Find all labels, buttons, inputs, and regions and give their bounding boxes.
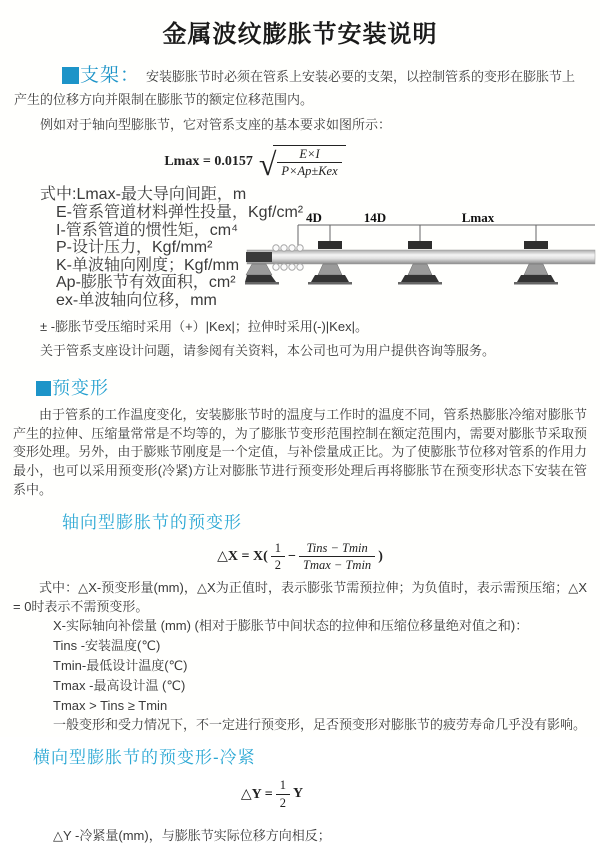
blue-square-bullet-icon bbox=[36, 381, 51, 396]
formula-dx-temp-fraction bbox=[299, 541, 375, 573]
formula-delta-x bbox=[214, 541, 386, 573]
axial-subheading: 轴向型膨胀节的预变形 bbox=[62, 512, 242, 532]
page-title: 金属波纹膨胀节安装说明 bbox=[162, 21, 438, 48]
formula-lmax-lhs: Lmax = 0.0157 bbox=[164, 153, 253, 169]
axial-note: Tins -安装温度(℃) bbox=[53, 638, 161, 654]
support-example-text: 例如对于轴向型膨胀节，它对管系支座的基本要求如图所示： bbox=[40, 116, 392, 132]
formula-dx-half bbox=[271, 541, 285, 573]
axial-note: X-实际轴向补偿量 (mm) (相对于膨胀节中间状态的拉伸和压缩位移量绝对值之和)： bbox=[53, 618, 529, 634]
kex-sign-note: ± -膨胀节受压缩时采用（+）|Kex|；拉伸时采用(-)|Kex|。 bbox=[40, 319, 368, 335]
support-section-intro bbox=[14, 61, 588, 111]
service-note: 关于管系支座设计问题，请参阅有关资料，本公司也可为用户提供咨询等服务。 bbox=[40, 342, 496, 358]
formula-dx-lhs: △X = X( bbox=[217, 549, 268, 565]
formula-dy-lhs: △Y = bbox=[240, 786, 273, 802]
pipe bbox=[247, 250, 595, 264]
axial-note: Tmin-最低设计温度(℃) bbox=[53, 658, 188, 674]
half-numerator: 1 bbox=[276, 778, 290, 794]
definition-line: K-单波轴向刚度；Kgf/mm bbox=[56, 256, 240, 274]
definition-line: P-设计压力，Kgf/mm² bbox=[56, 239, 213, 257]
definition-line: I-管系管道的惯性矩，cm⁴ bbox=[56, 221, 238, 239]
formula-dy-rhs: Y bbox=[292, 786, 304, 802]
definition-line: Ap-膨胀节有效面积，cm² bbox=[56, 274, 236, 292]
axial-note: Tmax > Tins ≥ Tmin bbox=[53, 697, 168, 713]
half-denominator: 2 bbox=[279, 795, 286, 810]
half-denominator: 2 bbox=[274, 558, 282, 573]
definition-line: E-管系管道材料弹性投量，Kgf/cm² bbox=[56, 204, 304, 222]
half-numerator: 1 bbox=[271, 541, 285, 557]
pipe-support-diagram bbox=[245, 212, 597, 308]
dim-label-lmax: Lmax bbox=[461, 212, 495, 226]
sqrt-radicand bbox=[273, 145, 345, 179]
sqrt-radical-icon: √ bbox=[258, 146, 277, 183]
predeform-body-text: 由于管系的工作温度变化，安装膨胀节时的温度与工作时的温度不同，管系热膨胀冷缩对膨胀节产生的拉伸、压缩量常常是不均等的，为了膨胀节变形范围控制在额定范围内，需要对膨胀节采取预变形处理。另外，由于膨账节刚度是一个定值，与补偿量成正比。为了使膨胀节位移对管系的作用力最小，也可以采用预变形(冷紧)方让对膨胀节进行预变形处理后再将膨胀节在预变形状态下安装在管系中。 bbox=[13, 406, 587, 497]
lateral-subheading: 横向型膨胀节的预变形-冷紧 bbox=[33, 748, 256, 768]
predeform-section-heading bbox=[36, 374, 600, 400]
definition-line: 式中:Lmax-最大导向间距，m bbox=[40, 186, 247, 204]
formula-lmax-fraction bbox=[277, 147, 341, 179]
dim-label-14d: 14D bbox=[363, 212, 387, 226]
formula-lmax-denominator: P×Ap±Kex bbox=[281, 164, 338, 179]
temp-numerator: Tins − Tmin bbox=[299, 541, 375, 557]
formula-delta-y bbox=[238, 778, 306, 810]
axial-closing-text: 一般变形和受力情况下，不一定进行预变形，足否预变形对膨胀节的疲劳寿命几乎没有影响。 bbox=[53, 717, 587, 733]
minus-operator: − bbox=[288, 548, 297, 564]
temp-denominator: Tmax − Tmin bbox=[303, 558, 372, 573]
predeform-heading-text: 预变形 bbox=[52, 377, 109, 398]
axial-note: Tmax -最高设计温 (℃) bbox=[53, 677, 186, 693]
formula-dy-half bbox=[276, 778, 290, 810]
lateral-note: △Y -冷紧量(mm)，与膨胀节实际位移方向相反； bbox=[53, 828, 331, 844]
axial-explain-text: 式中：△X-预变形量(mm)，△X为正值时，表示膨张节需预拉伸；为负值时，表示需预压缩；△X = 0时表示不需预变形。 bbox=[13, 580, 587, 615]
formula-lmax-numerator: E×I bbox=[277, 147, 341, 163]
definitions-and-diagram bbox=[40, 186, 600, 314]
support-heading: 支架： bbox=[80, 65, 141, 86]
blue-square-bullet-icon bbox=[62, 67, 79, 84]
definition-line: ex-单波轴向位移，mm bbox=[56, 292, 217, 310]
formula-dx-rhs: ) bbox=[378, 548, 383, 564]
sqrt-expression bbox=[258, 145, 346, 183]
support-intro-text: 安装膨胀节时必须在管系上安装必要的支架，以控制管系的变形在膨胀节上产生的位移方向并限制在膨胀节的额定位移范围内。 bbox=[14, 69, 576, 108]
dim-label-4d: 4D bbox=[306, 212, 322, 226]
formula-lmax bbox=[164, 145, 345, 183]
